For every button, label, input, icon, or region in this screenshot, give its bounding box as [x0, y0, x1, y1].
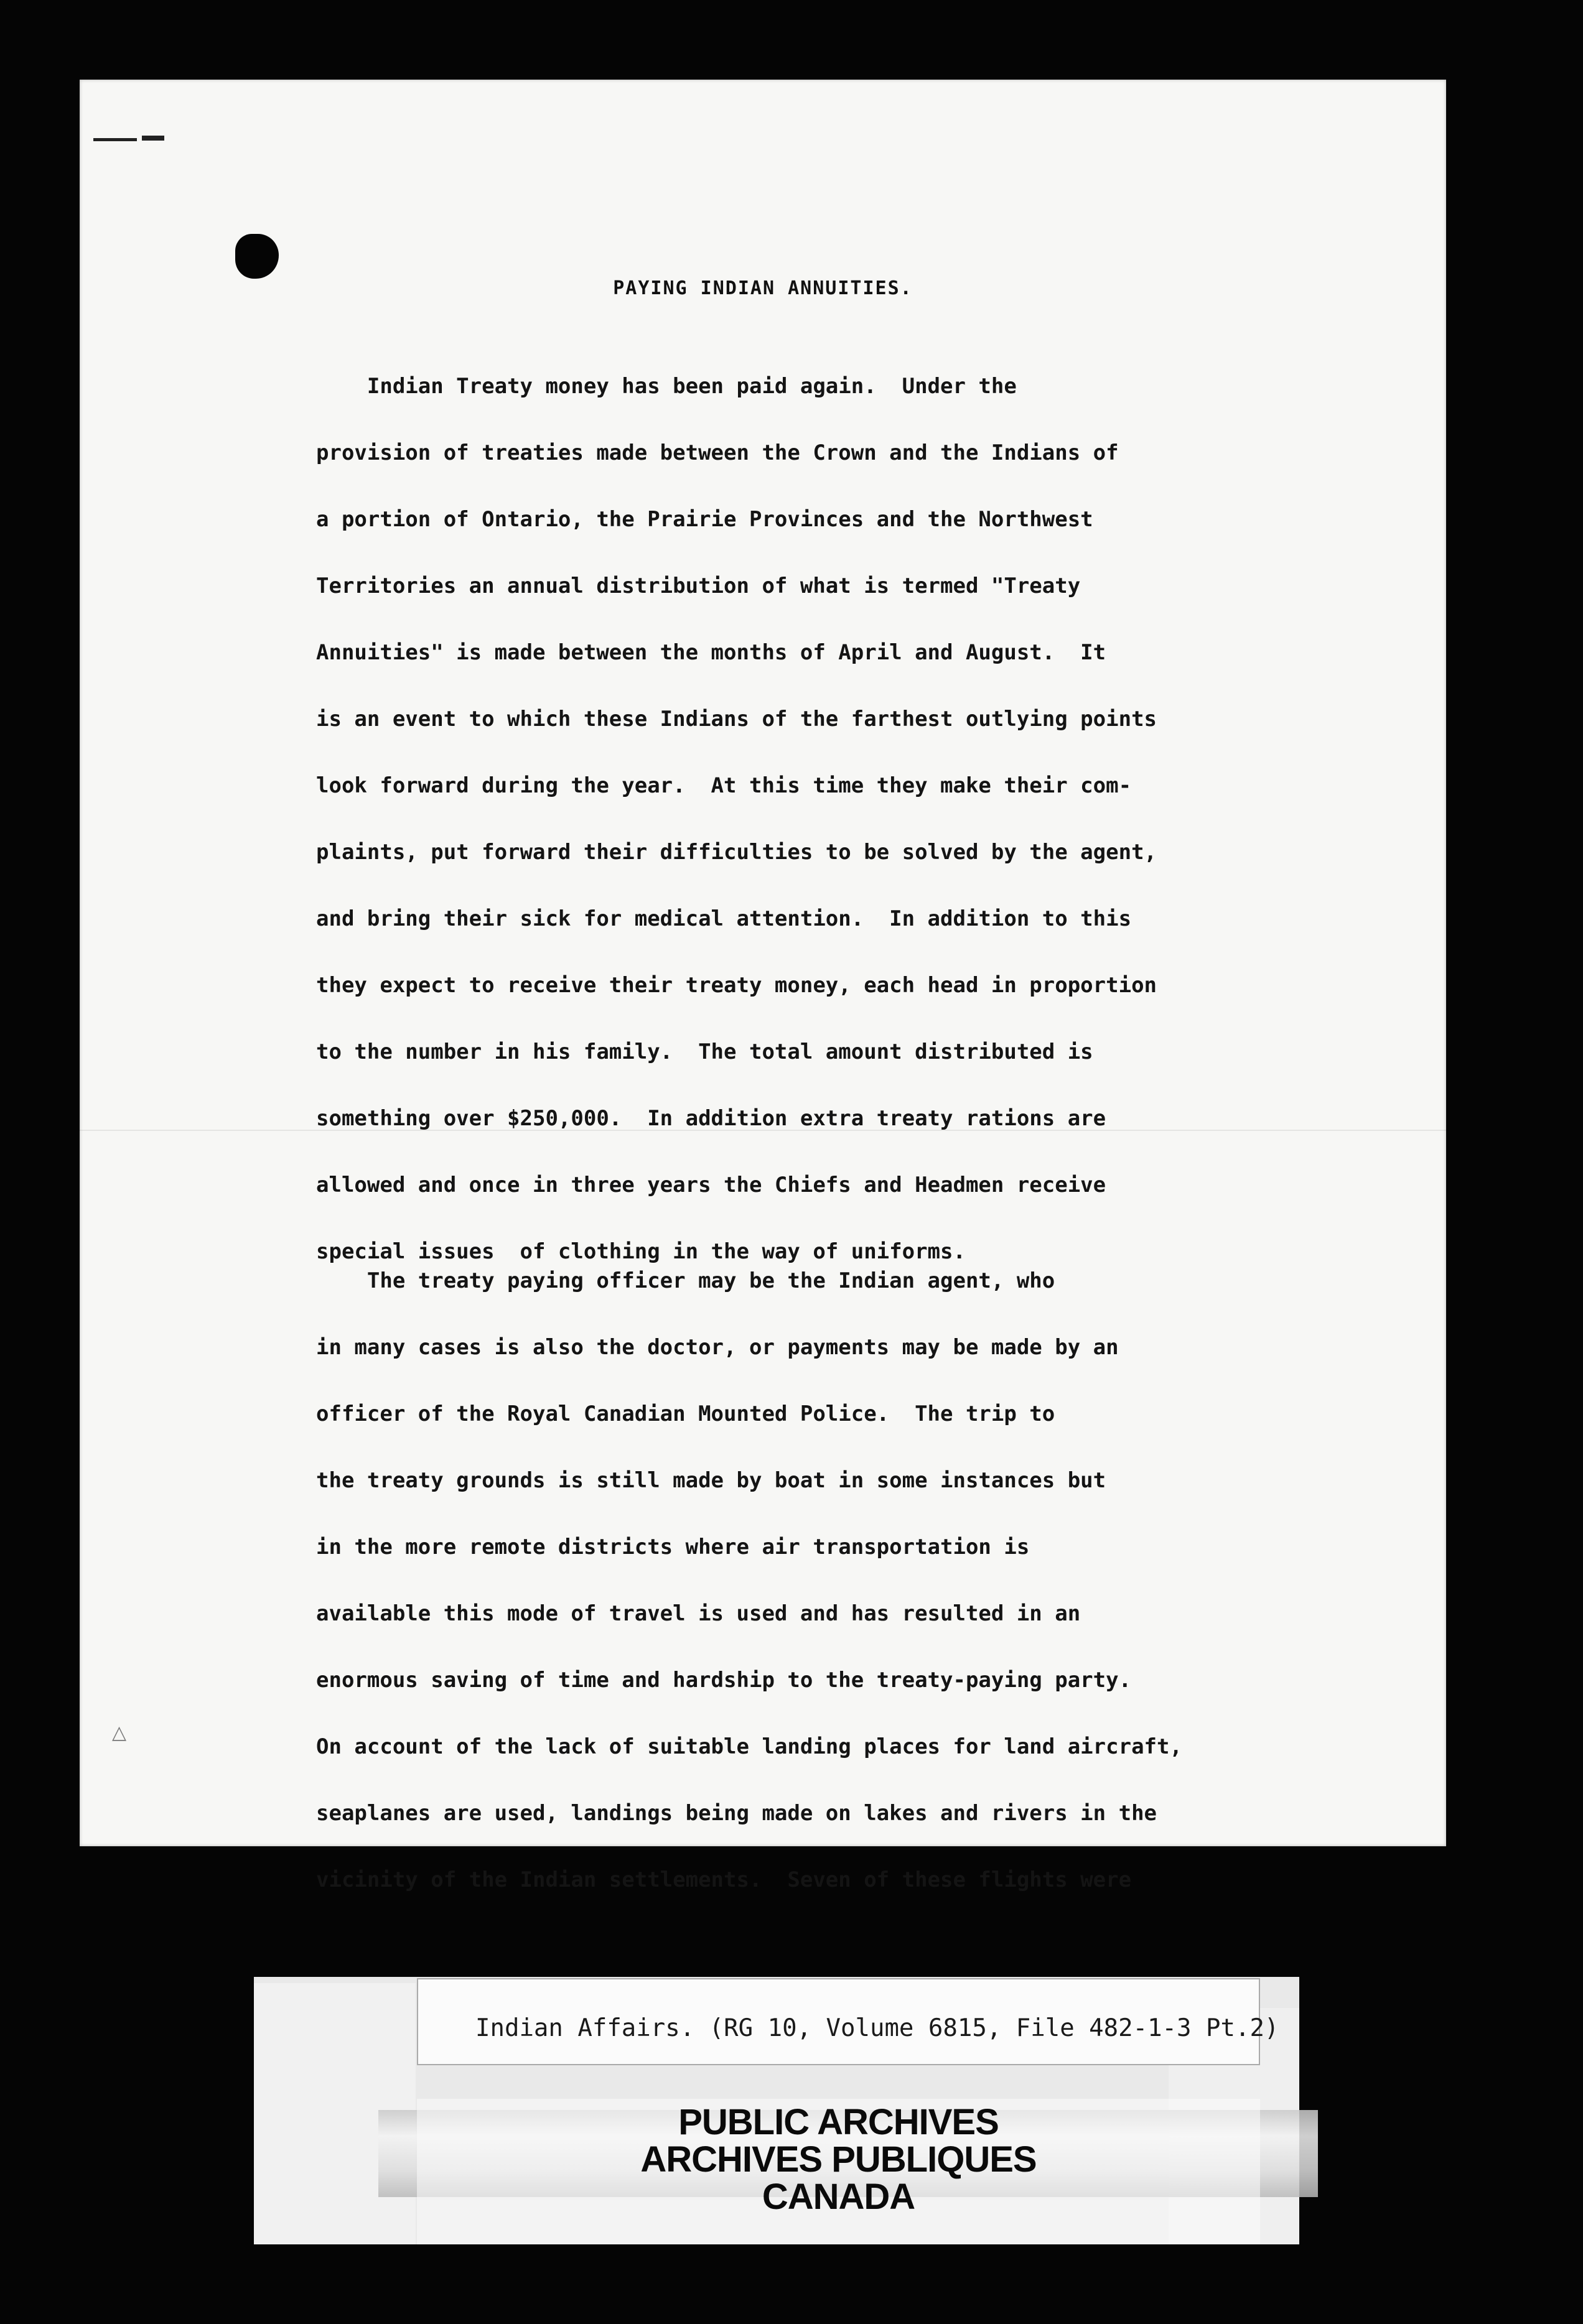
- archives-line-2: ARCHIVES PUBLIQUES: [640, 2139, 1037, 2180]
- punch-hole: [235, 234, 279, 279]
- page-title: PAYING INDIAN ANNUITIES.: [613, 277, 913, 299]
- paragraph-1: Indian Treaty money has been paid again. Under the provision of treaties made between the Crown and the Indians of a portion of Ontario, the Prairie Provinces and the Northwest Territories an annual distribution of what is termed "Treaty Annuities" is made between the months of April and August. It is an event to which these Indians of the farthest outlying points look forward during the year. At this time they make their com- plaints, put forward their difficulties to be solved by the agent, and bring their sick for medical attention. In addition to this they expect to receive their treaty money, each head in proportion to the number in his family. The total amount distributed is something over $250,000. In addition extra treaty rations are allowed and once in three years the Chiefs and Headmen receive special issues of clothing in the way of uniforms.: [316, 374, 1157, 1264]
- archives-line-3: CANADA: [762, 2177, 915, 2217]
- archive-label-strip: [254, 1977, 1299, 2244]
- corner-mark: [93, 129, 168, 151]
- archives-stamp: [417, 2099, 1260, 2244]
- edge-mark: △: [112, 1722, 127, 1744]
- document-page: [80, 80, 1446, 1892]
- citation-text: Indian Affairs. (RG 10, Volume 6815, File 482-1-3 Pt.2): [475, 2014, 1279, 2042]
- paragraph-2: The treaty paying officer may be the Indian agent, who in many cases is also the doctor, or payments may be made by an officer of the Royal Canadian Mounted Police. The trip to the treaty grounds is still made by boat in some instances but in the more remote districts where air transportation is available this mode of travel is used and has resulted in an enormous saving of time and hardship to the treaty-paying party. On account of the lack of suitable landing places for land aircraft, seaplanes are used, landings being made on lakes and rivers in the vicinity of the Indian settlements. Seven of these flights were: [316, 1268, 1182, 1892]
- archives-line-1: PUBLIC ARCHIVES: [678, 2102, 999, 2142]
- citation-box: [417, 1978, 1279, 2065]
